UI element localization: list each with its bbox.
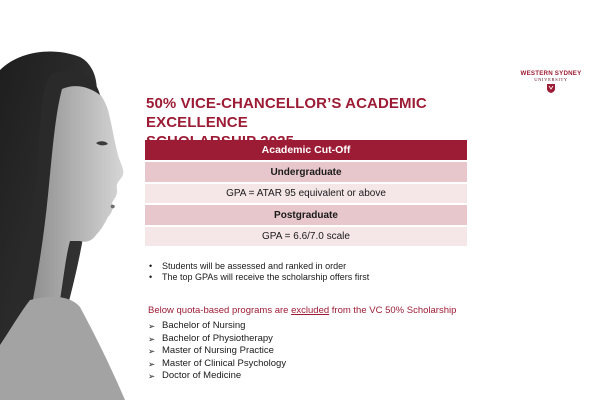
program-name: Master of Clinical Psychology	[162, 357, 287, 369]
excluded-programs	[148, 320, 286, 383]
list-item-text: The top GPAs will receive the scholarship offers first	[162, 272, 370, 282]
excluded-note	[148, 305, 456, 316]
arrow-bullet-icon: ➢	[148, 346, 156, 356]
bullet-icon: •	[149, 272, 153, 282]
list-item	[148, 272, 369, 283]
program-name: Bachelor of Physiotherapy	[162, 332, 273, 344]
arrow-bullet-icon: ➢	[148, 371, 156, 381]
postgraduate-label: Postgraduate	[145, 205, 467, 225]
arrow-bullet-icon: ➢	[148, 333, 156, 344]
list-item	[148, 370, 286, 383]
program-name: Bachelor of Nursing	[162, 320, 246, 331]
arrow-bullet-icon: ➢	[148, 358, 156, 369]
title-line-1: 50% VICE-CHANCELLOR’S ACADEMIC EXCELLENCE	[146, 95, 427, 131]
program-name: Master of Nursing Practice	[162, 345, 274, 356]
portrait-image	[0, 45, 140, 400]
university-logo	[516, 70, 586, 93]
arrow-bullet-icon: ➢	[148, 321, 156, 331]
list-item	[148, 333, 286, 346]
excluded-note-before: Below quota-based programs are	[148, 305, 292, 316]
excluded-note-after: from the VC 50% Scholarship	[329, 305, 457, 316]
program-name: Doctor of Medicine	[162, 370, 242, 381]
list-item	[148, 261, 369, 272]
table-header: Academic Cut-Off	[145, 140, 467, 160]
shield-icon	[547, 84, 555, 93]
list-item	[148, 345, 286, 358]
cutoff-table	[145, 140, 467, 246]
list-item	[148, 320, 286, 333]
logo-name: WESTERN SYDNEY	[520, 70, 582, 77]
list-item	[148, 358, 286, 371]
list-item-text: Students will be assessed and ranked in order	[162, 261, 347, 271]
undergraduate-value: GPA = ATAR 95 equivalent or above	[145, 184, 467, 203]
undergraduate-label: Undergraduate	[145, 162, 467, 182]
bullet-icon: •	[149, 261, 153, 271]
postgraduate-value: GPA = 6.6/7.0 scale	[145, 227, 467, 246]
logo-sub: UNIVERSITY	[534, 77, 568, 82]
assessment-notes	[148, 261, 369, 283]
excluded-note-underlined: excluded	[291, 305, 330, 316]
